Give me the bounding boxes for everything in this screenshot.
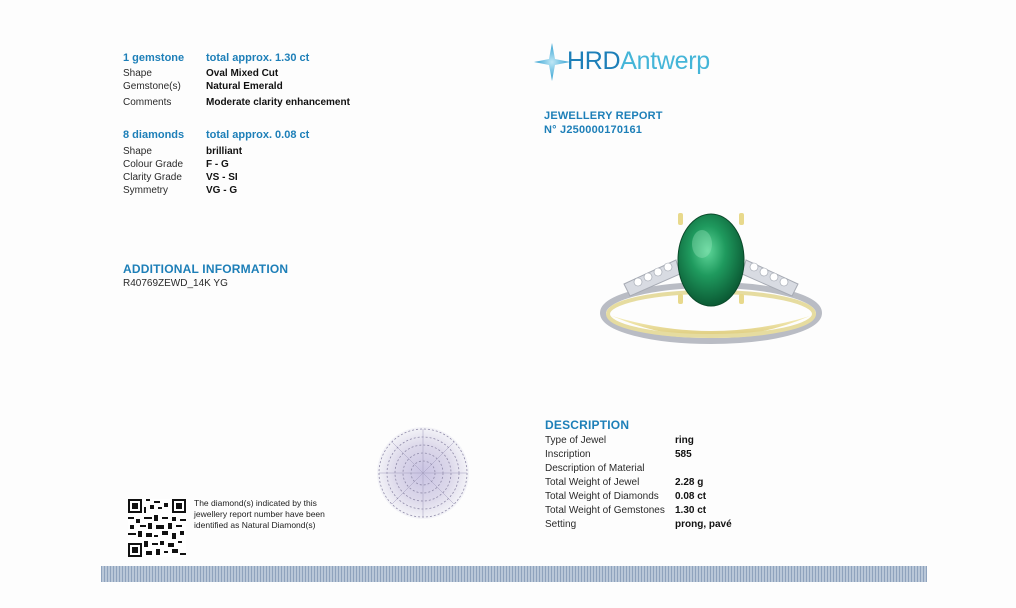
gemstone-comments-value: Moderate clarity enhancement xyxy=(206,97,350,108)
diamonds-clarity-label: Clarity Grade xyxy=(123,172,182,183)
hologram-seal-icon xyxy=(375,425,471,521)
qr-note: The diamond(s) indicated by this jewellery report number have been identified as Natural Diamond(s) xyxy=(194,498,325,530)
diamonds-shape-label: Shape xyxy=(123,146,152,157)
gemstone-shape-label: Shape xyxy=(123,68,152,79)
desc-gemstone-weight-value: 1.30 ct xyxy=(675,505,707,516)
diamonds-symmetry-value: VG - G xyxy=(206,185,238,196)
diamonds-colour-value: F - G xyxy=(206,159,229,170)
gemstone-total: total approx. 1.30 ct xyxy=(206,52,310,64)
diamonds-shape-value: brilliant xyxy=(206,146,243,157)
desc-diamond-weight-label: Total Weight of Diamonds xyxy=(545,491,659,502)
description-title: DESCRIPTION xyxy=(545,418,630,432)
desc-inscription-value: 585 xyxy=(675,449,692,460)
report-number: N° J250000170161 xyxy=(544,124,643,136)
desc-type-label: Type of Jewel xyxy=(545,435,607,446)
gemstone-section xyxy=(123,52,453,112)
desc-setting-value: prong, pavé xyxy=(675,519,732,530)
logo-antwerp-text: Antwerp xyxy=(620,47,710,75)
desc-setting-label: Setting xyxy=(545,519,577,530)
gemstone-comments-label: Comments xyxy=(123,97,172,108)
diamonds-section xyxy=(123,129,453,199)
desc-jewel-weight-label: Total Weight of Jewel xyxy=(545,477,640,488)
description-table xyxy=(545,434,805,534)
four-point-star-icon xyxy=(533,42,571,82)
diamonds-colour-label: Colour Grade xyxy=(123,159,184,170)
additional-info-title: ADDITIONAL INFORMATION xyxy=(123,262,289,276)
additional-info-text: R40769ZEWD_14K YG xyxy=(123,278,228,289)
gemstone-shape-value: Oval Mixed Cut xyxy=(206,68,279,79)
desc-diamond-weight-value: 0.08 ct xyxy=(675,491,707,502)
qr-code-icon xyxy=(128,499,186,557)
report-title: JEWELLERY REPORT xyxy=(544,110,663,122)
desc-inscription-label: Inscription xyxy=(545,449,591,460)
ring-image xyxy=(598,208,824,348)
diamonds-total: total approx. 0.08 ct xyxy=(206,129,310,141)
logo-hrd-text: HRD xyxy=(567,47,621,75)
diamonds-symmetry-label: Symmetry xyxy=(123,185,168,196)
desc-material-label: Description of Material xyxy=(545,463,645,474)
diamonds-clarity-value: VS - SI xyxy=(206,172,238,183)
desc-jewel-weight-value: 2.28 g xyxy=(675,477,704,488)
desc-gemstone-weight-label: Total Weight of Gemstones xyxy=(545,505,665,516)
gemstone-type-value: Natural Emerald xyxy=(206,81,283,92)
gemstone-heading: 1 gemstone xyxy=(123,52,185,64)
desc-type-value: ring xyxy=(675,435,694,446)
hrd-logo xyxy=(533,42,733,82)
diamonds-heading: 8 diamonds xyxy=(123,129,185,141)
gemstone-type-label: Gemstone(s) xyxy=(123,81,181,92)
footer-security-band xyxy=(101,566,927,582)
